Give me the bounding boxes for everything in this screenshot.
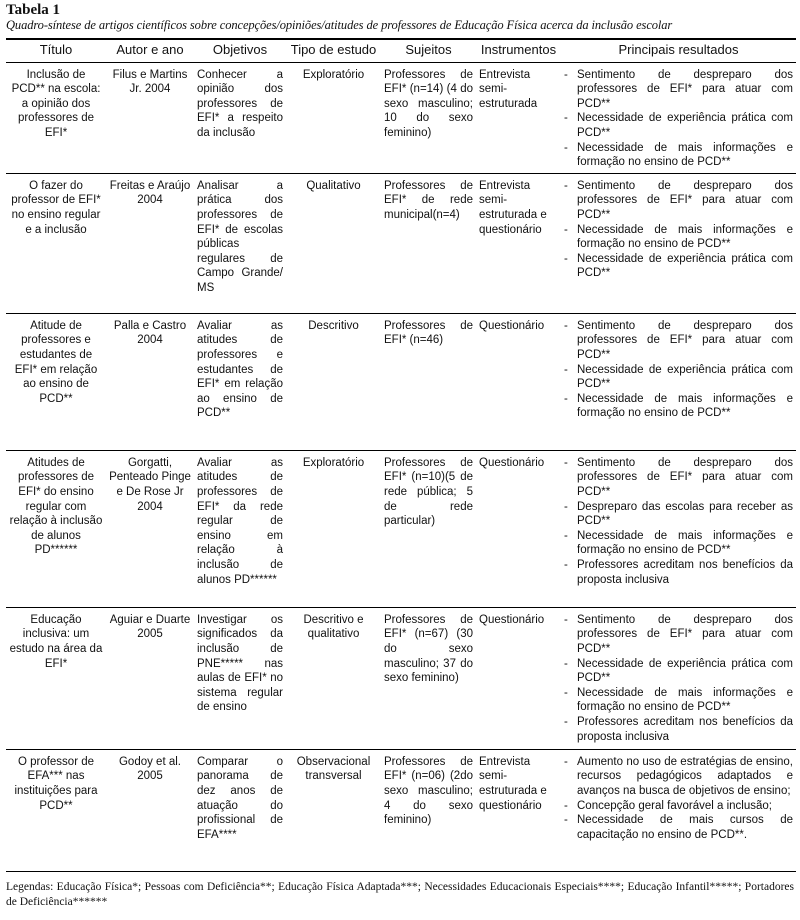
result-item: - Necessidade de mais informações e formação no ensino de PCD** xyxy=(564,223,793,252)
cell-objetivos: Avaliar as atitudes de professores de EFI* da rede regular de ensino em relação à inclusão de alunos PD****** xyxy=(197,456,283,586)
result-item: - Necessidade de mais informações e formação no ensino de PCD** xyxy=(564,686,793,715)
result-item: - Necessidade de experiência prática com PCD** xyxy=(564,252,793,281)
cell-tipo: Descritivo e qualitativo xyxy=(303,613,364,641)
cell-tipo: Observacional transversal xyxy=(296,755,371,783)
result-item: - Sentimento de despreparo dos professores de EFI* para atuar com PCD** xyxy=(564,456,793,500)
results-list xyxy=(564,319,793,421)
cell-resultados xyxy=(561,62,796,173)
cell-instrumentos: Questionário xyxy=(479,456,545,469)
cell-sujeitos: Professores de EFI* (n=14) (4 do sexo masculino; 10 do sexo feminino) xyxy=(384,68,473,139)
results-list xyxy=(564,755,793,843)
cell-resultados xyxy=(561,607,796,749)
cell-titulo: Atitudes de professores de EFI* do ensino regular com relação à inclusão de alunos PD****** xyxy=(9,456,103,557)
table-row xyxy=(6,607,796,749)
result-item: - Professores acreditam nos benefícios da proposta inclusiva xyxy=(564,715,793,744)
result-item: - Professores acreditam nos benefícios da proposta inclusiva xyxy=(564,558,793,587)
cell-autor: Filus e Martins Jr. 2004 xyxy=(112,68,188,96)
table-row xyxy=(6,450,796,607)
cell-tipo: Descritivo xyxy=(308,319,359,332)
cell-instrumentos: Entrevista semi-estruturada e questionário xyxy=(479,755,547,812)
table-row xyxy=(6,313,796,450)
cell-objetivos: Investigar os significados da inclusão de PNE***** nas aulas de EFI* no sistema regular de ensino xyxy=(197,613,283,714)
column-header-instrumentos: Instrumentos xyxy=(476,39,561,62)
table-row xyxy=(6,62,796,173)
cell-sujeitos: Professores de EFI* de rede municipal(n=4) xyxy=(384,179,473,221)
cell-resultados xyxy=(561,749,796,871)
table-row xyxy=(6,749,796,871)
result-item: - Sentimento de despreparo dos professores de EFI* para atuar com PCD** xyxy=(564,613,793,657)
result-item: - Necessidade de mais informações e formação no ensino de PCD** xyxy=(564,529,793,558)
cell-objetivos: Conhecer a opinião dos professores de EFI* a respeito da inclusão xyxy=(197,68,283,139)
results-list xyxy=(564,179,793,281)
table-caption-subtitle: Quadro-síntese de artigos científicos sobre concepções/opiniões/atitudes de professores de Educação Física acerca da inclusão escolar xyxy=(6,18,673,32)
cell-autor: Palla e Castro 2004 xyxy=(113,319,187,347)
cell-autor: Gorgatti, Penteado Pinge e De Rose Jr 2004 xyxy=(109,456,191,513)
cell-titulo: Inclusão de PCD** na escola: a opinião dos professores de EFI* xyxy=(11,68,101,139)
cell-titulo: Educação inclusiva: um estudo na área da EFI* xyxy=(9,613,103,670)
results-list xyxy=(564,68,793,170)
cell-sujeitos: Professores de EFI* (n=67) (30 do sexo masculino; 37 do sexo feminino) xyxy=(384,613,473,685)
result-item: - Sentimento de despreparo dos professores de EFI* para atuar com PCD** xyxy=(564,179,793,223)
cell-objetivos: Analisar a prática dos professores de EFI* de escolas públicas regulares de Campo Grande/ MS xyxy=(197,179,283,294)
cell-objetivos: Avaliar as atitudes de professores e estudantes de EFI* em relação ao ensino de PCD** xyxy=(197,319,283,420)
table-legend: Legendas: Educação Física*; Pessoas com Deficiência**; Educação Física Adaptada***; Necessidades Educacionais Especiais****; Educação Infantil*****; Portadores de Deficiência****** xyxy=(6,881,794,908)
cell-autor: Freitas e Araújo 2004 xyxy=(109,179,191,207)
result-item: - Necessidade de experiência prática com PCD** xyxy=(564,363,793,392)
table-row xyxy=(6,173,796,313)
result-item: - Aumento no uso de estratégias de ensino, recursos pedagógicos adaptados e avanços na busca de objetivos de ensino; xyxy=(564,755,793,799)
cell-resultados xyxy=(561,450,796,607)
cell-tipo: Exploratório xyxy=(302,456,365,469)
cell-instrumentos: Entrevista semi-estruturada e questionário xyxy=(479,179,547,236)
column-header-titulo: Título xyxy=(6,39,106,62)
result-item: - Despreparo das escolas para receber as PCD** xyxy=(564,500,793,529)
cell-autor: Aguiar e Duarte 2005 xyxy=(109,613,191,641)
cell-instrumentos: Entrevista semi-estruturada xyxy=(479,68,538,110)
result-item: - Concepção geral favorável a inclusão; xyxy=(564,799,793,814)
cell-tipo: Qualitativo xyxy=(306,179,361,192)
cell-sujeitos: Professores de EFI* (n=06) (2do sexo masculino; 4 do sexo feminino) xyxy=(384,755,473,827)
column-header-tipo: Tipo de estudo xyxy=(286,39,381,62)
cell-sujeitos: Professores de EFI* (n=10)(5 de rede pública; 5 de rede particular) xyxy=(384,456,473,528)
cell-titulo: Atitude de professores e estudantes de EFI* em relação ao ensino de PCD** xyxy=(14,319,98,405)
result-item: - Necessidade de mais informações e formação no ensino de PCD** xyxy=(564,392,793,421)
result-item: - Necessidade de experiência prática com PCD** xyxy=(564,111,793,140)
cell-resultados xyxy=(561,173,796,313)
result-item: - Necessidade de experiência prática com PCD** xyxy=(564,657,793,686)
cell-instrumentos: Questionário xyxy=(479,613,545,626)
column-header-autor: Autor e ano xyxy=(106,39,194,62)
result-item: - Sentimento de despreparo dos professores de EFI* para atuar com PCD** xyxy=(564,319,793,363)
cell-autor: Godoy et al. 2005 xyxy=(118,755,181,783)
results-list xyxy=(564,456,793,587)
column-header-sujeitos: Sujeitos xyxy=(381,39,476,62)
summary-table xyxy=(6,38,796,872)
column-header-resultados: Principais resultados xyxy=(561,39,796,62)
cell-titulo: O professor de EFA*** nas instituições para PCD** xyxy=(14,755,98,812)
result-item: - Sentimento de despreparo dos professores de EFI* para atuar com PCD** xyxy=(564,68,793,112)
table-caption-title: Tabela 1 xyxy=(6,2,61,18)
cell-titulo: O fazer do professor de EFI* no ensino regular e a inclusão xyxy=(11,179,101,236)
result-item: - Necessidade de mais informações e formação no ensino de PCD** xyxy=(564,141,793,170)
cell-resultados xyxy=(561,313,796,450)
result-item: - Necessidade de mais cursos de capacitação no ensino de PCD**. xyxy=(564,813,793,842)
cell-objetivos: Comparar o panorama de dez anos de atuação do profissional de EFA**** xyxy=(197,755,283,841)
cell-tipo: Exploratório xyxy=(302,68,365,81)
cell-sujeitos: Professores de EFI* (n=46) xyxy=(384,319,473,347)
table-header-row xyxy=(6,39,796,62)
column-header-objetivos: Objetivos xyxy=(194,39,286,62)
results-list xyxy=(564,613,793,744)
cell-instrumentos: Questionário xyxy=(479,319,545,332)
